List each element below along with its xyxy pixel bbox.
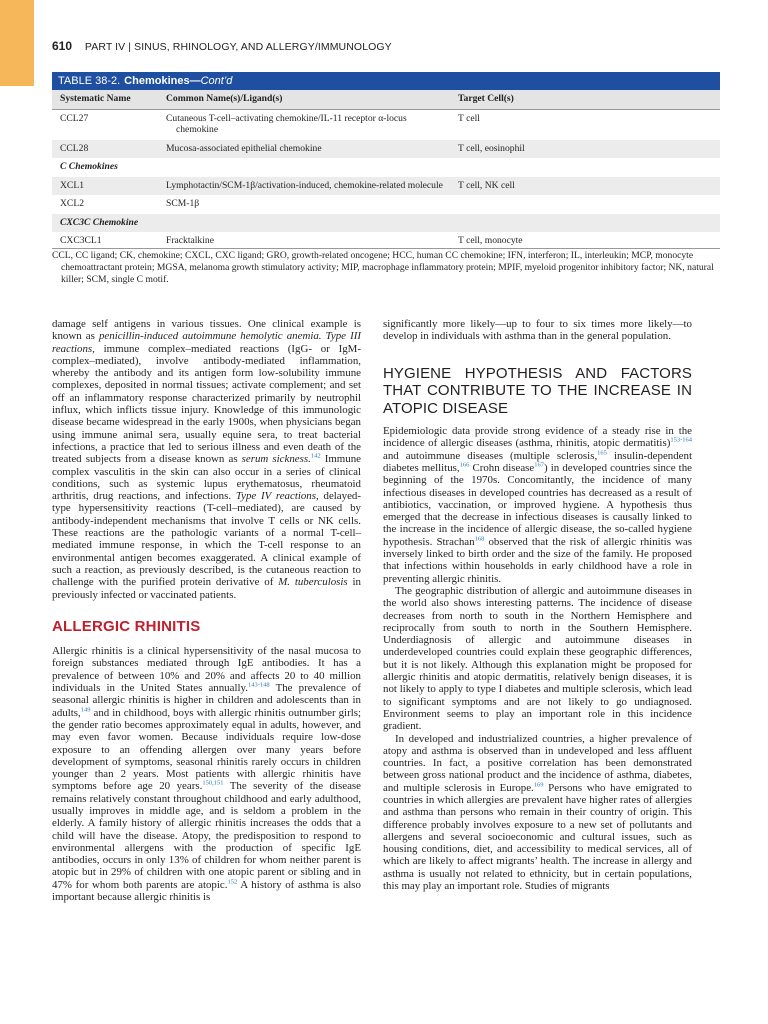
- table-footnote: [52, 250, 720, 286]
- table-cell: Cutaneous T-cell–activating chemokine/IL-11 receptor α-locus chemokine: [166, 112, 407, 135]
- paragraph: The geographic distribution of allergic and autoimmune diseases in the world also shows interesting patterns. The incidence of disease decreases from north to south in the Northern Hemisphere and reciprocally from south to north in the Southern Hemisphere. Underdiagnosis of allergic and autoimmune diseases in underdeveloped countries could explain these geographic differences, but it is not likely. Although this explanation might be proposed for allergic rhinitis and atopic dermatitis, relatively benign diseases, it is not likely to apply to type I diabetes and multiple sclerosis, which lead to significant symptoms and are not likely to go undiagnosed. Environment seems to play an important role in this incidence gradient.: [383, 584, 692, 733]
- table-cell: CCL28: [52, 140, 158, 159]
- citation[interactable]: 168: [474, 535, 485, 543]
- citation[interactable]: 149: [80, 705, 91, 713]
- table-cell: CXC3CL1: [52, 232, 158, 251]
- table-cell: XCL1: [52, 177, 158, 196]
- paragraph: Allergic rhinitis is a clinical hypersensitivity of the nasal mucosa to foreign substances mediated through IgE antibodies. It has a prevalence of between 10% and 20% and affects 20 to 40 million individuals in the United States annually.$^{143-148}$ The prevalence of seasonal allergic rhinitis is higher in children and adolescents than in adults,$^{149}$ and in childhood, boys with allergic rhinitis outnumber girls; the gender ratio becomes approximately equal in adults, however, and may even favor women. Because individuals require low-dose exposure to an offending allergen over many years before development of symptoms, seasonal rhinitis rarely occurs in children younger than 2 years. Most patients with allergic rhinitis have symptoms before age 20 years.$^{150,151}$ The severity of the disease remains relatively constant throughout childhood and early adulthood, usually improves in middle age, and is seldom a problem in the elderly. A family history of allergic rhinitis increases the odds that a child will have the disease. Atopy, the predisposition to respond to environmental allergens with the production of specific IgE antibodies, occurs in only 13% of children for whom neither parent is atopic but in 29% of children with one atopic parent or sibling and in 47% for whom both parents are atopic.$^{152}$ A history of asthma is also important because allergic rhinitis is: [52, 645, 361, 904]
- table-header: Systematic Name: [52, 90, 158, 109]
- table-body: [52, 90, 720, 251]
- table-cell: T cell, eosinophil: [450, 140, 720, 159]
- table-section-label: C Chemokines: [52, 158, 720, 177]
- table-cell: SCM-1β: [158, 195, 450, 214]
- table-section-label: CXC3C Chemokine: [52, 214, 720, 233]
- citation[interactable]: 150,151: [202, 779, 224, 787]
- citation[interactable]: 166: [459, 461, 470, 469]
- table-row: [52, 195, 720, 214]
- right-column: [383, 318, 692, 892]
- running-header: [52, 39, 392, 53]
- table-cell: CCL27: [52, 109, 158, 140]
- citation[interactable]: 165: [597, 449, 607, 457]
- table-name: Chemokines—: [124, 75, 201, 87]
- table-header: Common Name(s)/Ligand(s): [158, 90, 450, 109]
- citation[interactable]: 167: [534, 461, 544, 469]
- citation[interactable]: 169: [533, 781, 544, 789]
- table-header: Target Cell(s): [450, 90, 720, 109]
- table-row: [52, 140, 720, 159]
- left-column: [52, 318, 361, 903]
- page-number: 610: [52, 39, 73, 53]
- section-heading: HYGIENE HYPOTHESIS AND FACTORS THAT CONTRIBUTE TO THE INCREASE IN ATOPIC DISEASE: [383, 364, 692, 417]
- paragraph: significantly more likely—up to four to six times more likely—to develop in individuals with asthma than in the general population.: [383, 318, 692, 343]
- table-section-row: [52, 214, 720, 233]
- citation[interactable]: 152: [227, 878, 238, 886]
- paragraph: Epidemiologic data provide strong evidence of a steady rise in the incidence of allergic diseases (asthma, rhinitis, atopic dermatitis)$^{153-164}$ and autoimmune diseases (multiple sclerosis,$^{165}$ insulin-dependent diabetes mellitus,$^{166}$ Crohn disease$^{167}$) in developed countries since the beginning of the 1970s. Concomitantly, the incidence of many infectious diseases in developed countries has decreased as a result of antibiotics, vaccination, or improved hygiene. A hypothesis thus emerged that the decrease in infectious diseases is causally linked to the increase in the incidence of allergic disease, the so-called hygiene hypothesis. Strachan$^{168}$ observed that the risk of allergic rhinitis was inversely linked to birth order and the size of the family. He proposed that infections within households in early childhood have a role in preventing allergic rhinitis.: [383, 425, 693, 585]
- citation[interactable]: 143-148: [247, 681, 270, 689]
- table-cell: Lymphotactin/SCM-1β/activation-induced, chemokine-related molecule: [166, 179, 443, 191]
- table-section-row: [52, 158, 720, 177]
- paragraph: damage self antigens in various tissues. One clinical example is known as penicillin-induced autoimmune hemolytic anemia. Type III reactions, immune complex–mediated reactions (IgG- or IgM-complex–mediated), involve antibody-mediated inflammation, whereby the antibody and its antigen form low-solubility immune complexes, deposited in normal tissues; activate complement; and set off an inflammatory response characterized primarily by neutrophil influx, which inflicts tissue injury. Knowledge of this immunologic disease became widespread in the early 1900s, when physicians began using immune animal sera, usually equine sera, to treat bacterial infections, a practice that led to serious illness and even death of the treated subjects from a disease known as serum sickness.$^{142}$ Immune complex vasculitis in the skin can also occur in a series of clinical conditions, such as systemic lupus erythematosus, rheumatoid arthritis, drug reactions, and infections. Type IV reactions, delayed-type hypersensitivity reactions (T-cell–mediated), are caused by antibody-independent mechanisms that involve T cells or NK cells. These reactions are the pathologic variants of a normal T-cell–mediated immune response, in which the T-cell response to an environmental antigen becomes exaggerated. A clinical example of such a reaction, as previously described, is the cutaneous reaction to challenge with the purified protein derivative of M. tuberculosis in previously infected or vaccinated patients.: [52, 318, 362, 601]
- table-cell: T cell, NK cell: [450, 177, 720, 196]
- table-cell: [450, 195, 720, 214]
- table-title-bar: [52, 72, 720, 90]
- part-title: PART IV | SINUS, RHINOLOGY, AND ALLERGY/IMMUNOLOGY: [84, 41, 392, 53]
- table-label: TABLE 38-2.: [58, 75, 121, 87]
- citation[interactable]: 153-164: [670, 436, 692, 444]
- table-cell: Fracktalkine: [158, 232, 450, 251]
- table-cell: Mucosa-associated epithelial chemokine: [158, 140, 450, 159]
- table-cell: T cell, monocyte: [450, 232, 720, 251]
- section-heading: ALLERGIC RHINITIS: [52, 617, 201, 635]
- table-cont: Cont’d: [200, 75, 233, 87]
- table-cell: XCL2: [52, 195, 158, 214]
- table-row: [52, 109, 720, 140]
- chemokines-table: [52, 72, 720, 251]
- footnote-text: CCL, CC ligand; CK, chemokine; CXCL, CXC ligand; GRO, growth-related oncogene; HCC, human CC chemokine; IFN, interferon; IL, interleukin; MCP, monocyte chemoattractant protein; MGSA, melanoma growth stimulatory activity; MIP, macrophage inflammatory protein; MPIF, myeloid progenitor inhibitory factor; NK, natural killer; SCM, single C motif.: [52, 250, 714, 285]
- table-row: [52, 177, 720, 196]
- paragraph: In developed and industrialized countries, a higher prevalence of atopy and asthma is observed than in undeveloped and less affluent countries. In fact, a positive correlation has been demonstrated between gross national product and the incidence of asthma, diabetes, and multiple sclerosis in Europe.$^{169}$ Persons who have emigrated to countries in which allergies are prevalent have higher rates of allergies and asthma than persons who remain in their country of origin. This difference probably involves exposure to a new set of pollutants and allergens and several socioeconomic and cultural issues, such as housing conditions, diet, and accessibility to medical services, all of which are likely to affect migrants’ health. The increase in allergy and asthma is usually not related to ethnicity, but in certain populations, this may play an important role. Studies of migrants: [383, 732, 692, 893]
- table-cell: T cell: [450, 109, 720, 140]
- table-bottom-rule: [52, 248, 720, 249]
- chapter-tab: [0, 0, 34, 86]
- citation[interactable]: 142: [310, 452, 321, 460]
